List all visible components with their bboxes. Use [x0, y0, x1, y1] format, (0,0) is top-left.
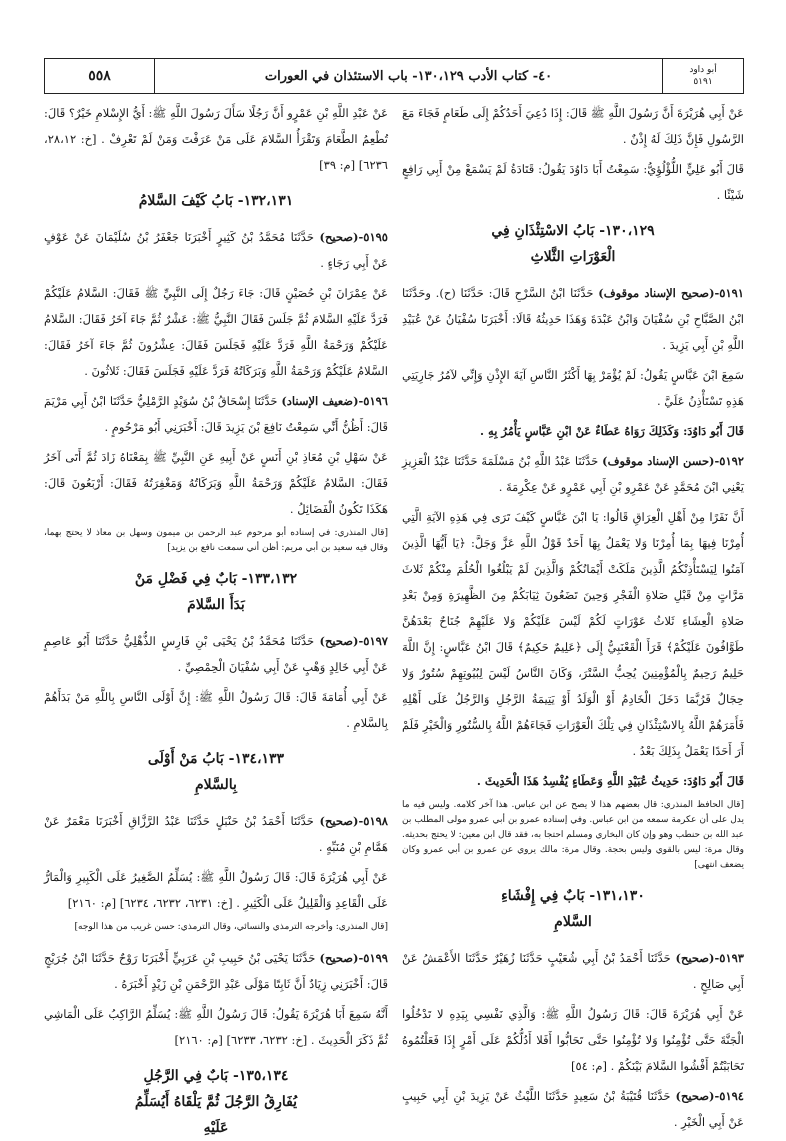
hadith-chain [402, 945, 744, 997]
isnad-text: حَدَّثَنَا أَحْمَدُ بْنُ حَنْبَلٍ حَدَّثَنَا عَبْدُ الرَّزَّاقِ أَخْبَرَنَا مَعْمَرٌ عَنْ هَمَّامِ بْنِ مُنَبِّهٍ . [44, 814, 388, 854]
chapter-heading: ١٣٢،١٣١- بَابُ كَيْفَ السَّلامُ [138, 193, 294, 209]
isnad-text: حَدَّثَنَا عَبْدُ اللَّهِ بْنُ مَسْلَمَةَ حَدَّثَنَا عَبْدُ الْعَزِيزِ يَعْنِي ابْنَ مُحَمَّدٍ عَنْ عَمْرِو بْنِ أَبِي عَمْرٍو عَنْ عِكْرِمَةَ . [402, 454, 744, 494]
hadith-number: ٥١٩٣-(صحيح) [675, 951, 744, 965]
chapter-heading [44, 746, 388, 798]
left-column [44, 100, 388, 1136]
isnad-text: حَدَّثَنَا أَحْمَدُ بْنُ أَبِي شُعَيْبٍ حَدَّثَنَا زُهَيْرٌ حَدَّثَنَا الأَعْمَشُ عَنْ أَبِي صَالِحٍ . [402, 951, 744, 991]
isnad-text: حَدَّثَنَا ابْنُ السَّرْحِ قَالَ: حَدَّثَنَا (ح). وحَدَّثَنَا ابْنُ الصَّبَّاحِ بْنِ سُفْيَانَ وَابْنُ عَبْدَةَ وَهَذَا حَدِيثُهُ قَالَا: أَخْبَرَنَا سُفْيَانُ عَنْ عُبَيْدِ اللَّهِ بْنِ أَبِي يَزِيدَ . [402, 286, 744, 352]
hadith-number: ٥١٩٨-(صحيح) [319, 814, 388, 828]
hadith-number: ٥١٩٥-(صحيح) [319, 230, 388, 244]
source-number: ٥١٩١ [693, 77, 713, 87]
chapter-heading-line: ١٣٥،١٣٤- بَابٌ فِي الرَّجُلِ [143, 1068, 289, 1084]
hadith-chain [44, 388, 388, 440]
hadith-number: ٥١٩٧-(صحيح) [319, 634, 388, 648]
header-source [663, 59, 743, 93]
hadith-text: عَنْ سَهْلِ بْنِ مُعَاذِ بْنِ أَنَسٍ عَنْ أَبِيهِ عَنِ النَّبِيِّ ﷺ بِمَعْنَاهُ زَادَ ثُمَّ أَتَى آخَرُ فَقَالَ: السَّلامُ عَلَيْكُمْ وَرَحْمَةُ اللَّهِ وَبَرَكَاتُهُ وَمَغْفِرَتُهُ فَقَالَ: أَرْبَعُونَ قَالَ: هَكَذَا تَكُونُ الْفَضَائِلُ . [44, 450, 388, 516]
source-book: أبو داود [689, 65, 717, 75]
chapter-heading-line: ١٣١،١٣٠- بَابٌ فِي إِفْشَاءِ [501, 888, 645, 904]
chapter-heading-line: ١٣٠،١٢٩- بَابُ الاسْتِئْذَانِ فِي [491, 223, 655, 239]
hadith-number: ٥١٩٤-(صحيح) [675, 1089, 744, 1103]
chapter-heading-line: عَلَيْهِ [203, 1120, 229, 1136]
chapter-heading-line: بَدَأَ السَّلامَ [187, 597, 245, 613]
hadith-chain [402, 1083, 744, 1135]
commentary-note: [قال المنذري: وأخرجه الترمذي والنسائي، وقال الترمذي: حسن غريب من هذا الوجه] [74, 922, 388, 932]
hadith-text: عَنْ أَبِي أُمَامَةَ قَالَ: قَالَ رَسُولُ اللَّهِ ﷺ: إِنَّ أَوْلَى النَّاسِ بِاللَّهِ مَنْ بَدَأَهُمْ بِالسَّلامِ . [44, 690, 388, 730]
hadith-chain [402, 448, 744, 500]
isnad-text: حَدَّثَنَا إِسْحَاقُ بْنُ سُوَيْدٍ الرَّمْلِيُّ حَدَّثَنَا ابْنُ أَبِي مَرْيَمَ قَالَ: أَظُنُّ أَنِّي سَمِعْتُ نَافِعَ بْنَ يَزِيدَ قَالَ: أَخْبَرَنِي أَبُو مَرْحُومٍ . [44, 394, 388, 434]
hadith-text: أَنَّ نَفَرًا مِنْ أَهْلِ الْعِرَاقِ قَالُوا: يَا ابْنَ عَبَّاسٍ كَيْفَ تَرَى فِي هَذِهِ الآيَةِ الَّتِي أُمِرْنَا فِيهَا بِمَا أُمِرْنَا وَلا يَعْمَلُ بِهَا أَحَدٌ قَوْلُ اللَّهِ عَزَّ وَجَلَّ: ﴿يَا أَيُّهَا الَّذِينَ آمَنُوا لِيَسْتَأْذِنْكُمُ الَّذِينَ مَلَكَتْ أَيْمَانُكُمْ وَالَّذِينَ لَمْ يَبْلُغُوا الْحُلُمَ مِنْكُمْ ثَلاثَ مَرَّاتٍ مِنْ قَبْلِ صَلاةِ الْفَجْرِ وَحِينَ تَضَعُونَ ثِيَابَكُمْ مِنَ الظَّهِيرَةِ وَمِنْ بَعْدِ صَلاةِ الْعِشَاءِ ثَلاثُ عَوْرَاتٍ لَكُمْ لَيْسَ عَلَيْكُمْ وَلا عَلَيْهِمْ جُنَاحٌ بَعْدَهُنَّ طَوَّافُونَ عَلَيْكُمْ﴾ قَرَأَ الْقَعْنَبِيُّ إِلَى ﴿عَلِيمٌ حَكِيمٌ﴾ قَالَ ابْنُ عَبَّاسٍ: إِنَّ اللَّهَ حَلِيمٌ رَحِيمٌ بِالْمُؤْمِنِينَ يُحِبُّ السَّتْرَ، وَكَانَ النَّاسُ لَيْسَ لِبُيُوتِهِمْ سُتُورٌ وَلا حِجَالٌ فَرُبَّمَا دَخَلَ الْخَادِمُ أَوْ الْوَلَدُ أَوْ يَتِيمَةُ الرَّجُلِ وَالرَّجُلُ عَلَى أَهْلِهِ فَأَمَرَهُمْ اللَّهُ بِالاسْتِئْذَانِ فِي تِلْكَ الْعَوْرَاتِ فَجَاءَهُمْ اللَّهُ بِالسُّتُورِ وَالْخَيْرِ فَلَمْ أَرَ أَحَدًا يَعْمَلُ بِذَلِكَ بَعْدُ . [402, 510, 744, 758]
isnad-text: حَدَّثَنَا مُحَمَّدُ بْنُ كَثِيرٍ أَخْبَرَنَا جَعْفَرُ بْنُ سُلَيْمَانَ عَنْ عَوْفٍ عَنْ أَبِي رَجَاءٍ . [44, 230, 388, 270]
hadith-text: عَنْ أَبِي هُرَيْرَةَ أَنَّ رَسُولَ اللَّهِ ﷺ قَالَ: إِذَا دُعِيَ أَحَدُكُمْ إِلَى طَعَامٍ فَجَاءَ مَعَ الرَّسُولِ فَإِنَّ ذَلِكَ لَهُ إِذْنٌ . [402, 106, 744, 146]
isnad-text: حَدَّثَنَا مُحَمَّدُ بْنُ يَحْيَى بْنِ فَارِسٍ الذُّهْلِيُّ حَدَّثَنَا أَبُو عَاصِمٍ عَنْ أَبِي خَالِدٍ وَهْبٍ عَنْ أَبِي سُفْيَانَ الْحِمْصِيِّ . [44, 634, 388, 674]
hadith-number: ٥١٩٩-(صحيح) [319, 951, 388, 965]
hadith-chain [44, 224, 388, 276]
hadith-number: ٥١٩٢-(حسن الإسناد موقوف) [602, 454, 744, 468]
chapter-heading [44, 1063, 388, 1141]
hadith-chain [402, 280, 744, 358]
header-title: ٤٠- كتاب الأدب ١٣٠،١٢٩- باب الاستئذان في العورات [155, 59, 663, 93]
right-column [402, 100, 744, 1129]
commentary-note: [قال المنذري: في إسناده أبو مرحوم عبد الرحمن بن ميمون وسهل بن معاذ لا يحتج بهما، وقال فيه سعيد بن أبي مريم: أظن أني سمعت نافع بن يزيد] [44, 528, 388, 553]
hadith-text: قَالَ أَبُو عَلِيٍّ اللُّؤْلُؤِيُّ: سَمِعْتُ أَبَا دَاوُدَ يَقُولُ: قَتَادَةُ لَمْ يَسْمَعْ مِنْ أَبِي رَافِعٍ شَيْئًا . [402, 162, 744, 202]
hadith-number: ٥١٩١-(صحيح الإسناد موقوف) [598, 286, 744, 300]
chapter-heading [402, 218, 744, 270]
abu-dawud-remark: قَالَ أَبُو دَاوُدَ: وَكَذَلِكَ رَوَاهُ عَطَاءٌ عَنْ ابْنِ عَبَّاسٍ يَأْمُرُ بِهِ . [480, 424, 744, 438]
chapter-heading [44, 566, 388, 618]
chapter-heading-line: الْعَوْرَاتِ الثَّلاثِ [530, 249, 616, 265]
abu-dawud-remark: قَالَ أَبُو دَاوُدَ: حَدِيثُ عُبَيْدِ اللَّهِ وَعَطَاءٍ يُفْسِدُ هَذَا الْحَدِيثَ . [476, 774, 744, 788]
page-number: ٥٥٨ [45, 59, 155, 93]
running-header [44, 58, 744, 94]
hadith-chain [44, 808, 388, 860]
chapter-heading-line: السَّلامِ [554, 914, 592, 930]
hadith-chain [44, 945, 388, 997]
chapter-heading-line: يُفَارِقُ الرَّجُلَ ثُمَّ يَلْقَاهُ أَيُسَلِّمُ [134, 1094, 298, 1110]
chapter-heading [402, 883, 744, 935]
hadith-text: سَمِعَ ابْنَ عَبَّاسٍ يَقُولُ: لَمْ يُؤْمَرْ بِهَا أَكْثَرُ النَّاسِ آيَةَ الإِذْنِ وَإِنِّي لآمُرُ جَارِيَتِي هَذِهِ تَسْتَأْذِنُ عَلَيَّ . [402, 368, 744, 408]
hadith-text: عَنْ عِمْرَانَ بْنِ حُصَيْنٍ قَالَ: جَاءَ رَجُلٌ إِلَى النَّبِيِّ ﷺ فَقَالَ: السَّلامُ عَلَيْكُمْ فَرَدَّ عَلَيْهِ السَّلامَ ثُمَّ جَلَسَ فَقَالَ النَّبِيُّ ﷺ: عَشْرٌ ثُمَّ جَاءَ آخَرُ فَقَالَ: السَّلامُ عَلَيْكُمْ وَرَحْمَةُ اللَّهِ فَرَدَّ عَلَيْهِ فَجَلَسَ فَقَالَ: عِشْرُونَ ثُمَّ جَاءَ آخَرُ فَقَالَ: السَّلامُ عَلَيْكُمْ وَرَحْمَةُ اللَّهِ وَبَرَكَاتُهُ فَرَدَّ عَلَيْهِ فَجَلَسَ فَقَالَ: ثَلاثُونَ . [44, 286, 388, 378]
isnad-text: حَدَّثَنَا قُتَيْبَةُ بْنُ سَعِيدٍ حَدَّثَنَا اللَّيْثُ عَنْ يَزِيدَ بْنِ أَبِي حَبِيبٍ عَنْ أَبِي الْخَيْرِ . [402, 1089, 744, 1129]
chapter-heading-line: بِالسَّلامِ [195, 777, 237, 793]
chapter-heading-line: ١٣٤،١٣٣- بَابُ مَنْ أَوْلَى [147, 751, 285, 767]
isnad-text: حَدَّثَنَا يَحْيَى بْنُ حَبِيبِ بْنِ عَرَبِيٍّ أَخْبَرَنَا رَوْحٌ حَدَّثَنَا ابْنُ جُرَيْجٍ قَالَ: أَخْبَرَنِي زِيَادٌ أَنَّ ثَابِتًا مَوْلَى عَبْدِ الرَّحْمَنِ بْنِ زَيْدٍ أَخْبَرَهُ . [44, 951, 388, 991]
hadith-text: عَنْ أَبِي هُرَيْرَةَ قَالَ: قَالَ رَسُولُ اللَّهِ ﷺ: يُسَلِّمُ الصَّغِيرُ عَلَى الْكَبِيرِ وَالْمَارُّ عَلَى الْقَاعِدِ وَالْقَلِيلُ عَلَى الْكَثِيرِ . [خ: ٦٢٣١، ٦٢٣٢، ٦٢٣٤] [م: ٢١٦٠] [44, 870, 388, 910]
hadith-text: عَنْ أَبِي هُرَيْرَةَ قَالَ: قَالَ رَسُولُ اللَّهِ ﷺ: وَالَّذِي نَفْسِي بِيَدِهِ لا تَدْخُلُوا الْجَنَّةَ حَتَّى تُؤْمِنُوا وَلا تُؤْمِنُوا حَتَّى تَحَابُّوا أَفَلا أَدُلُّكُمْ عَلَى أَمْرٍ إِذَا فَعَلْتُمُوهُ تَحَابَبْتُمْ أَفْشُوا السَّلامَ بَيْنَكُمْ . [م: ٥٤] [402, 1007, 744, 1073]
chapter-heading-line: ١٣٣،١٣٢- بَابٌ فِي فَضْلِ مَنْ [134, 571, 298, 587]
hadith-number: ٥١٩٦-(ضعيف الإسناد) [281, 394, 388, 408]
hadith-chain [44, 628, 388, 680]
commentary-note: [قال الحافظ المنذري: قال بعضهم هذا لا يصح عن ابن عباس. هذا آخر كلامه. وليس فيه ما يدل على أن عكرمة سمعه من ابن عباس. وفي إسناده عمرو بن أبي عمرو مولى المطلب بن عبد الله بن حنطب وهو وإن كان البخاري ومسلم احتجا به، فقد قال ابن معين: لا يحتج بحديثه. وقال مرة: ليس بالقوي وليس بحجة. وقال مرة: مالك يروي عن عمرو بن أبي عمرو وكان يضعف انتهى] [402, 800, 744, 870]
hadith-text: عَنْ عَبْدِ اللَّهِ بْنِ عَمْرٍو أَنَّ رَجُلًا سَأَلَ رَسُولَ اللَّهِ ﷺ: أَيُّ الإِسْلامِ خَيْرٌ؟ قَالَ: تُطْعِمُ الطَّعَامَ وَتَقْرَأُ السَّلامَ عَلَى مَنْ عَرَفْتَ وَمَنْ لَمْ تَعْرِفْ . [خ: ٢٨،١٢، ٦٢٣٦] [م: ٣٩] [44, 106, 388, 172]
hadith-text: أَنَّهُ سَمِعَ أَبَا هُرَيْرَةَ يَقُولُ: قَالَ رَسُولُ اللَّهِ ﷺ: يُسَلِّمُ الرَّاكِبُ عَلَى الْمَاشِي ثُمَّ ذَكَرَ الْحَدِيثَ . [خ: ٦٢٣٢، ٦٢٣٣] [م: ٢١٦٠] [44, 1007, 388, 1047]
